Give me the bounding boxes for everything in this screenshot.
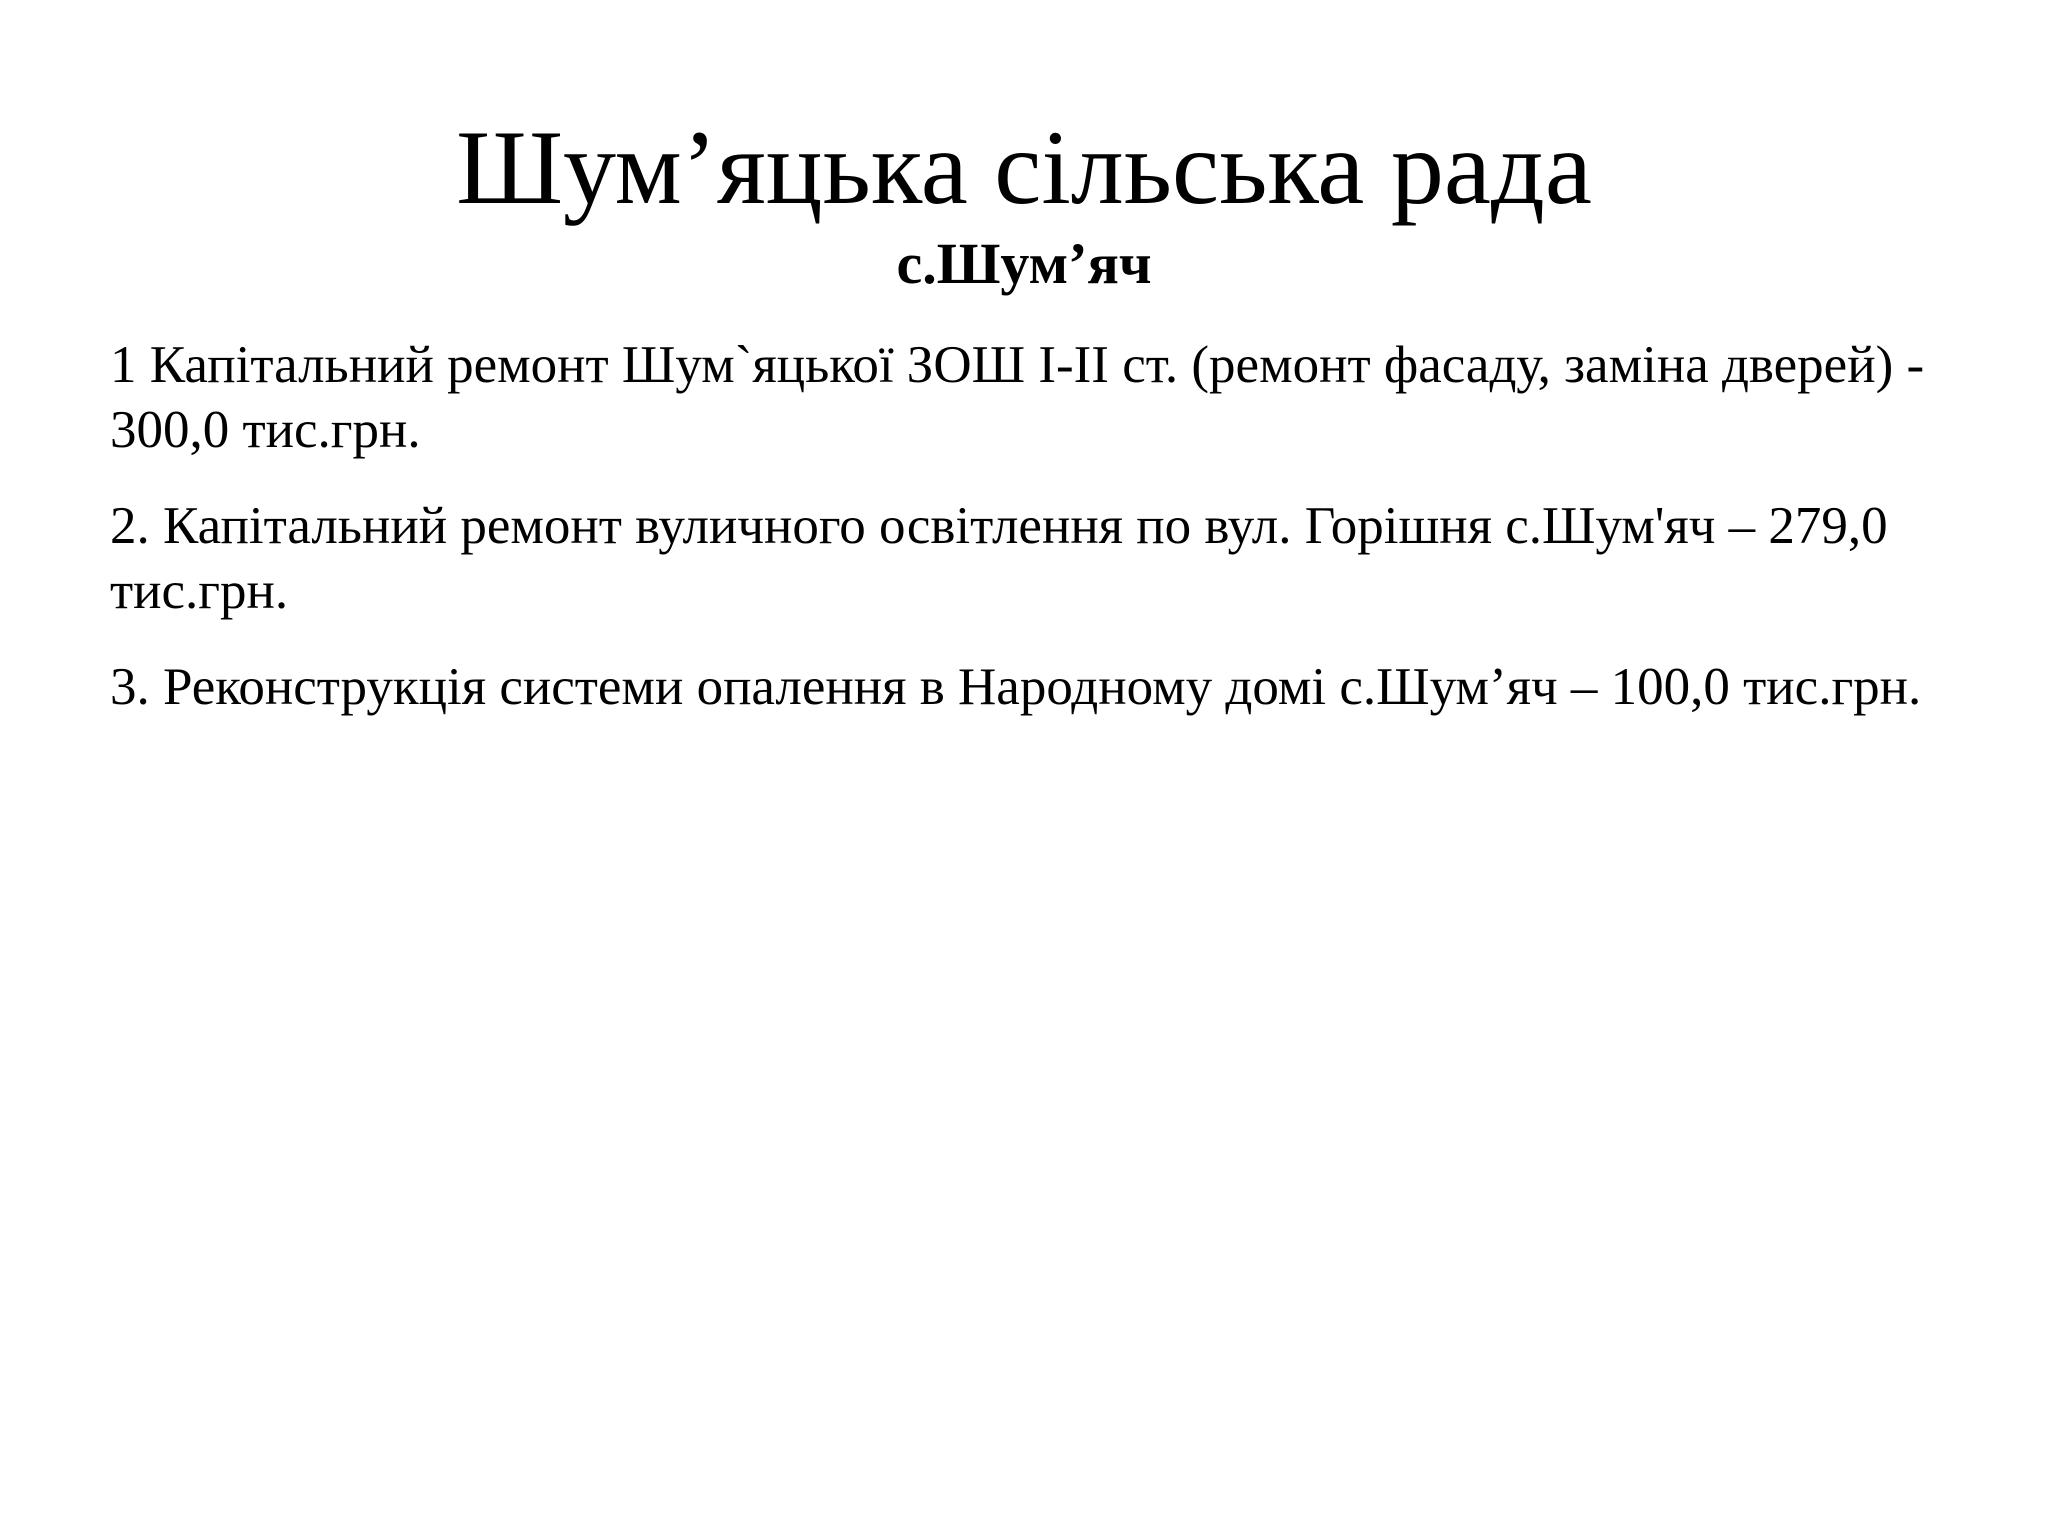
content-list	[110, 333, 1950, 751]
list-item: 3. Реконструкція системи опалення в Народному домі с.Шум’яч – 100,0 тис.грн.	[110, 658, 1922, 716]
list-item: 1 Капітальний ремонт Шум`яцької ЗОШ І-ІІ ст. (ремонт фасаду, заміна дверей) - 300,0 тис.грн.	[110, 336, 1925, 459]
list-item: 2. Капітальний ремонт вуличного освітлення по вул. Горішня с.Шум'яч – 279,0 тис.грн.	[110, 497, 1888, 620]
slide-title: Шум’яцька сільська рада	[456, 109, 1592, 226]
slide-subtitle: с.Шум’яч	[896, 231, 1152, 296]
title-block	[0, 108, 2048, 300]
